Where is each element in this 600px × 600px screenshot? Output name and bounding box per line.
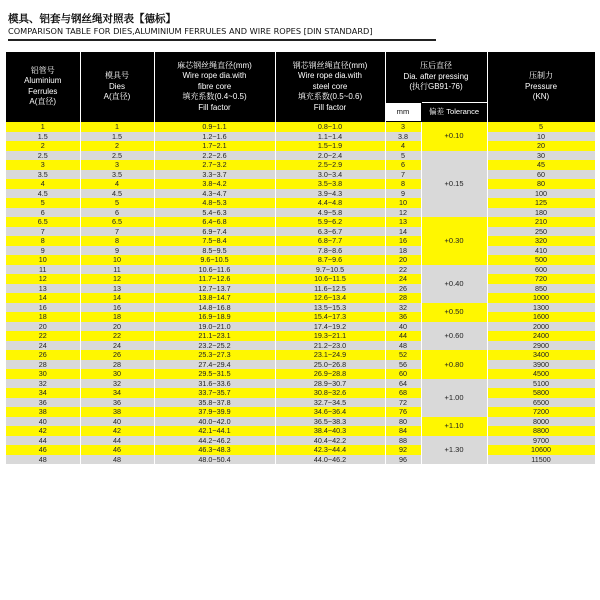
dia-mm-cell: 16 xyxy=(385,236,421,246)
ferrule-cell: 5 xyxy=(6,198,80,208)
dia-mm-cell: 88 xyxy=(385,436,421,446)
fibre-core-cell: 4.8~5.3 xyxy=(154,198,275,208)
ferrule-cell: 12 xyxy=(6,274,80,284)
fibre-core-cell: 27.4~29.4 xyxy=(154,360,275,370)
pressure-cell: 30 xyxy=(487,151,595,161)
pressure-cell: 3400 xyxy=(487,350,595,360)
pressure-cell: 1000 xyxy=(487,293,595,303)
fibre-core-cell: 3.3~3.7 xyxy=(154,170,275,180)
dia-mm-cell: 9 xyxy=(385,189,421,199)
table-row xyxy=(6,141,595,151)
tolerance-cell: +0.50 xyxy=(421,303,487,322)
table-body xyxy=(6,122,595,465)
ferrule-cell: 7 xyxy=(6,227,80,237)
table-title-chinese: 模具、铝套与钢丝绳对照表【德标】 xyxy=(8,13,176,25)
dies-cell: 38 xyxy=(80,407,154,417)
dies-cell: 24 xyxy=(80,341,154,351)
ferrule-cell: 10 xyxy=(6,255,80,265)
steel-core-cell: 4.4~4.8 xyxy=(275,198,385,208)
header-dies: 模具号 Dies A(直径) xyxy=(80,52,154,122)
fibre-core-cell: 0.9~1.1 xyxy=(154,122,275,132)
table-row xyxy=(6,132,595,142)
table-row xyxy=(6,331,595,341)
ferrule-cell: 1.5 xyxy=(6,132,80,142)
table-row xyxy=(6,303,595,313)
ferrule-cell: 3 xyxy=(6,160,80,170)
fibre-core-cell: 4.3~4.7 xyxy=(154,189,275,199)
pressure-cell: 2400 xyxy=(487,331,595,341)
dies-cell: 36 xyxy=(80,398,154,408)
fibre-core-cell: 48.0~50.4 xyxy=(154,455,275,465)
table-row xyxy=(6,265,595,275)
steel-core-cell: 4.9~5.8 xyxy=(275,208,385,218)
table-row xyxy=(6,312,595,322)
table-row xyxy=(6,426,595,436)
pressure-cell: 3900 xyxy=(487,360,595,370)
dies-cell: 11 xyxy=(80,265,154,275)
dies-cell: 1 xyxy=(80,122,154,132)
steel-core-cell: 5.9~6.2 xyxy=(275,217,385,227)
table-row xyxy=(6,274,595,284)
tolerance-cell: +0.30 xyxy=(421,217,487,265)
ferrule-cell: 24 xyxy=(6,341,80,351)
table-row xyxy=(6,322,595,332)
dies-cell: 16 xyxy=(80,303,154,313)
ferrule-cell: 6 xyxy=(6,208,80,218)
fibre-core-cell: 7.5~8.4 xyxy=(154,236,275,246)
dies-cell: 40 xyxy=(80,417,154,427)
dies-cell: 3 xyxy=(80,160,154,170)
dia-mm-cell: 18 xyxy=(385,246,421,256)
ferrule-cell: 32 xyxy=(6,379,80,389)
fibre-core-cell: 14.8~16.8 xyxy=(154,303,275,313)
ferrule-cell: 3.5 xyxy=(6,170,80,180)
table-row xyxy=(6,388,595,398)
table-row xyxy=(6,208,595,218)
fibre-core-cell: 21.1~23.1 xyxy=(154,331,275,341)
steel-core-cell: 13.5~15.3 xyxy=(275,303,385,313)
tolerance-cell: +0.40 xyxy=(421,265,487,303)
steel-core-cell: 12.6~13.4 xyxy=(275,293,385,303)
steel-core-cell: 34.6~36.4 xyxy=(275,407,385,417)
dia-mm-cell: 84 xyxy=(385,426,421,436)
fibre-core-cell: 12.7~13.7 xyxy=(154,284,275,294)
fibre-core-cell: 11.7~12.6 xyxy=(154,274,275,284)
tolerance-cell: +0.60 xyxy=(421,322,487,351)
ferrule-cell: 38 xyxy=(6,407,80,417)
table-row xyxy=(6,122,595,132)
ferrule-cell: 18 xyxy=(6,312,80,322)
table-row xyxy=(6,284,595,294)
ferrule-cell: 26 xyxy=(6,350,80,360)
table-row xyxy=(6,255,595,265)
tolerance-cell: +0.80 xyxy=(421,350,487,379)
dia-mm-cell: 13 xyxy=(385,217,421,227)
ferrule-cell: 42 xyxy=(6,426,80,436)
steel-core-cell: 6.8~7.7 xyxy=(275,236,385,246)
dia-mm-cell: 3 xyxy=(385,122,421,132)
pressure-cell: 250 xyxy=(487,227,595,237)
ferrule-cell: 34 xyxy=(6,388,80,398)
steel-core-cell: 26.9~28.8 xyxy=(275,369,385,379)
pressure-cell: 8800 xyxy=(487,426,595,436)
ferrule-cell: 2.5 xyxy=(6,151,80,161)
table-row xyxy=(6,379,595,389)
fibre-core-cell: 44.2~46.2 xyxy=(154,436,275,446)
fibre-core-cell: 3.8~4.2 xyxy=(154,179,275,189)
header-pressure: 压制力 Pressure (KN) xyxy=(487,52,595,122)
table-row xyxy=(6,445,595,455)
dies-cell: 10 xyxy=(80,255,154,265)
pressure-cell: 60 xyxy=(487,170,595,180)
pressure-cell: 5100 xyxy=(487,379,595,389)
table-row xyxy=(6,170,595,180)
dia-mm-cell: 64 xyxy=(385,379,421,389)
dia-mm-cell: 72 xyxy=(385,398,421,408)
steel-core-cell: 3.5~3.8 xyxy=(275,179,385,189)
dia-mm-cell: 3.8 xyxy=(385,132,421,142)
dia-mm-cell: 44 xyxy=(385,331,421,341)
ferrule-cell: 20 xyxy=(6,322,80,332)
header-ferrule: 铝管号 Aluminium Ferrules A(直径) xyxy=(6,52,80,122)
table-row xyxy=(6,455,595,465)
pressure-cell: 180 xyxy=(487,208,595,218)
ferrule-cell: 36 xyxy=(6,398,80,408)
dies-cell: 42 xyxy=(80,426,154,436)
pressure-cell: 9700 xyxy=(487,436,595,446)
fibre-core-cell: 42.1~44.1 xyxy=(154,426,275,436)
fibre-core-cell: 23.2~25.2 xyxy=(154,341,275,351)
dia-mm-cell: 10 xyxy=(385,198,421,208)
pressure-cell: 1300 xyxy=(487,303,595,313)
steel-core-cell: 6.3~6.7 xyxy=(275,227,385,237)
steel-core-cell: 8.7~9.6 xyxy=(275,255,385,265)
steel-core-cell: 7.8~8.6 xyxy=(275,246,385,256)
fibre-core-cell: 6.4~6.8 xyxy=(154,217,275,227)
fibre-core-cell: 5.4~6.3 xyxy=(154,208,275,218)
dies-cell: 7 xyxy=(80,227,154,237)
dia-mm-cell: 48 xyxy=(385,341,421,351)
fibre-core-cell: 2.7~3.2 xyxy=(154,160,275,170)
header-steel-core: 钢芯钢丝绳直径(mm) Wire rope dia.with steel core 填充系数(0.5~0.6) Fill factor xyxy=(275,52,385,122)
dia-mm-cell: 76 xyxy=(385,407,421,417)
steel-core-cell: 23.1~24.9 xyxy=(275,350,385,360)
header-fibre-core: 麻芯钢丝绳直径(mm) Wire rope dia.with fibre core 填充系数(0.4~0.5) Fill factor xyxy=(154,52,275,122)
fibre-core-cell: 19.0~21.0 xyxy=(154,322,275,332)
table-row xyxy=(6,198,595,208)
ferrule-cell: 6.5 xyxy=(6,217,80,227)
dia-mm-cell: 4 xyxy=(385,141,421,151)
pressure-cell: 10 xyxy=(487,132,595,142)
dies-cell: 4.5 xyxy=(80,189,154,199)
steel-core-cell: 1.1~1.4 xyxy=(275,132,385,142)
pressure-cell: 720 xyxy=(487,274,595,284)
dia-mm-cell: 32 xyxy=(385,303,421,313)
title-underline xyxy=(8,39,436,41)
pressure-cell: 8000 xyxy=(487,417,595,427)
header-tolerance: 偏差 Tolerance xyxy=(421,103,487,122)
tolerance-cell: +1.10 xyxy=(421,417,487,436)
pressure-cell: 5800 xyxy=(487,388,595,398)
table-row xyxy=(6,189,595,199)
dies-cell: 4 xyxy=(80,179,154,189)
steel-core-cell: 10.6~11.5 xyxy=(275,274,385,284)
fibre-core-cell: 16.9~18.9 xyxy=(154,312,275,322)
dies-cell: 6.5 xyxy=(80,217,154,227)
dia-mm-cell: 5 xyxy=(385,151,421,161)
tolerance-cell: +0.10 xyxy=(421,122,487,151)
dies-cell: 22 xyxy=(80,331,154,341)
pressure-cell: 2900 xyxy=(487,341,595,351)
fibre-core-cell: 31.6~33.6 xyxy=(154,379,275,389)
dia-mm-cell: 60 xyxy=(385,369,421,379)
steel-core-cell: 32.7~34.5 xyxy=(275,398,385,408)
steel-core-cell: 21.2~23.0 xyxy=(275,341,385,351)
pressure-cell: 11500 xyxy=(487,455,595,465)
dies-cell: 48 xyxy=(80,455,154,465)
ferrule-cell: 4 xyxy=(6,179,80,189)
pressure-cell: 80 xyxy=(487,179,595,189)
pressure-cell: 10600 xyxy=(487,445,595,455)
dies-cell: 9 xyxy=(80,246,154,256)
ferrule-cell: 44 xyxy=(6,436,80,446)
dia-mm-cell: 52 xyxy=(385,350,421,360)
dia-mm-cell: 28 xyxy=(385,293,421,303)
fibre-core-cell: 9.6~10.5 xyxy=(154,255,275,265)
table-row xyxy=(6,160,595,170)
pressure-cell: 7200 xyxy=(487,407,595,417)
dies-cell: 18 xyxy=(80,312,154,322)
dia-mm-cell: 14 xyxy=(385,227,421,237)
dia-mm-cell: 22 xyxy=(385,265,421,275)
steel-core-cell: 17.4~19.2 xyxy=(275,322,385,332)
pressure-cell: 100 xyxy=(487,189,595,199)
dies-cell: 2.5 xyxy=(80,151,154,161)
steel-core-cell: 40.4~42.2 xyxy=(275,436,385,446)
pressure-cell: 600 xyxy=(487,265,595,275)
dies-cell: 13 xyxy=(80,284,154,294)
fibre-core-cell: 25.3~27.3 xyxy=(154,350,275,360)
fibre-core-cell: 29.5~31.5 xyxy=(154,369,275,379)
table-row xyxy=(6,151,595,161)
comparison-table xyxy=(6,52,596,464)
ferrule-cell: 30 xyxy=(6,369,80,379)
dia-mm-cell: 12 xyxy=(385,208,421,218)
ferrule-cell: 11 xyxy=(6,265,80,275)
dies-cell: 20 xyxy=(80,322,154,332)
dia-mm-cell: 7 xyxy=(385,170,421,180)
pressure-cell: 1600 xyxy=(487,312,595,322)
pressure-cell: 410 xyxy=(487,246,595,256)
ferrule-cell: 14 xyxy=(6,293,80,303)
table-row xyxy=(6,436,595,446)
steel-core-cell: 1.5~1.9 xyxy=(275,141,385,151)
steel-core-cell: 2.0~2.4 xyxy=(275,151,385,161)
ferrule-cell: 1 xyxy=(6,122,80,132)
pressure-cell: 850 xyxy=(487,284,595,294)
dies-cell: 6 xyxy=(80,208,154,218)
fibre-core-cell: 37.9~39.9 xyxy=(154,407,275,417)
table-row xyxy=(6,407,595,417)
table-title-english: COMPARISON TABLE FOR DIES,ALUMINIUM FERRULES AND WIRE ROPES [DIN STANDARD] xyxy=(8,26,373,36)
fibre-core-cell: 46.3~48.3 xyxy=(154,445,275,455)
fibre-core-cell: 1.7~2.1 xyxy=(154,141,275,151)
steel-core-cell: 9.7~10.5 xyxy=(275,265,385,275)
pressure-cell: 6500 xyxy=(487,398,595,408)
table-row xyxy=(6,179,595,189)
dia-mm-cell: 92 xyxy=(385,445,421,455)
fibre-core-cell: 13.8~14.7 xyxy=(154,293,275,303)
ferrule-cell: 13 xyxy=(6,284,80,294)
ferrule-cell: 9 xyxy=(6,246,80,256)
dies-cell: 3.5 xyxy=(80,170,154,180)
tolerance-cell: +1.30 xyxy=(421,436,487,465)
steel-core-cell: 3.0~3.4 xyxy=(275,170,385,180)
dia-mm-cell: 96 xyxy=(385,455,421,465)
dia-mm-cell: 40 xyxy=(385,322,421,332)
dies-cell: 44 xyxy=(80,436,154,446)
ferrule-cell: 22 xyxy=(6,331,80,341)
header-mm: mm xyxy=(385,103,421,122)
steel-core-cell: 28.9~30.7 xyxy=(275,379,385,389)
dies-cell: 26 xyxy=(80,350,154,360)
dies-cell: 14 xyxy=(80,293,154,303)
fibre-core-cell: 40.0~42.0 xyxy=(154,417,275,427)
dies-cell: 12 xyxy=(80,274,154,284)
table-row xyxy=(6,417,595,427)
fibre-core-cell: 8.5~9.5 xyxy=(154,246,275,256)
pressure-cell: 210 xyxy=(487,217,595,227)
steel-core-cell: 42.3~44.4 xyxy=(275,445,385,455)
tolerance-cell: +1.00 xyxy=(421,379,487,417)
ferrule-cell: 40 xyxy=(6,417,80,427)
dies-cell: 5 xyxy=(80,198,154,208)
ferrule-cell: 48 xyxy=(6,455,80,465)
ferrule-cell: 8 xyxy=(6,236,80,246)
steel-core-cell: 19.3~21.1 xyxy=(275,331,385,341)
table-row xyxy=(6,341,595,351)
dies-cell: 1.5 xyxy=(80,132,154,142)
steel-core-cell: 2.5~2.9 xyxy=(275,160,385,170)
dies-cell: 28 xyxy=(80,360,154,370)
dia-mm-cell: 36 xyxy=(385,312,421,322)
fibre-core-cell: 33.7~35.7 xyxy=(154,388,275,398)
ferrule-cell: 16 xyxy=(6,303,80,313)
table-row xyxy=(6,350,595,360)
tolerance-cell: +0.15 xyxy=(421,151,487,218)
steel-core-cell: 25.0~26.8 xyxy=(275,360,385,370)
table-row xyxy=(6,246,595,256)
fibre-core-cell: 35.8~37.8 xyxy=(154,398,275,408)
table-row xyxy=(6,236,595,246)
table-header-row xyxy=(6,52,595,103)
table-row xyxy=(6,217,595,227)
steel-core-cell: 30.8~32.6 xyxy=(275,388,385,398)
dies-cell: 30 xyxy=(80,369,154,379)
title-block xyxy=(8,13,436,41)
dia-mm-cell: 68 xyxy=(385,388,421,398)
steel-core-cell: 38.4~40.3 xyxy=(275,426,385,436)
steel-core-cell: 11.6~12.5 xyxy=(275,284,385,294)
dia-mm-cell: 80 xyxy=(385,417,421,427)
header-dia-after-pressing: 压后直径 Dia. after pressing (执行GB91-76) xyxy=(385,52,487,103)
steel-core-cell: 36.5~38.3 xyxy=(275,417,385,427)
pressure-cell: 5 xyxy=(487,122,595,132)
pressure-cell: 45 xyxy=(487,160,595,170)
dies-cell: 32 xyxy=(80,379,154,389)
dia-mm-cell: 56 xyxy=(385,360,421,370)
steel-core-cell: 15.4~17.3 xyxy=(275,312,385,322)
fibre-core-cell: 10.6~11.6 xyxy=(154,265,275,275)
pressure-cell: 20 xyxy=(487,141,595,151)
dies-cell: 8 xyxy=(80,236,154,246)
ferrule-cell: 28 xyxy=(6,360,80,370)
ferrule-cell: 4.5 xyxy=(6,189,80,199)
fibre-core-cell: 1.2~1.6 xyxy=(154,132,275,142)
pressure-cell: 4500 xyxy=(487,369,595,379)
dies-cell: 2 xyxy=(80,141,154,151)
ferrule-cell: 2 xyxy=(6,141,80,151)
fibre-core-cell: 2.2~2.6 xyxy=(154,151,275,161)
dies-cell: 34 xyxy=(80,388,154,398)
fibre-core-cell: 6.9~7.4 xyxy=(154,227,275,237)
table-row xyxy=(6,293,595,303)
table-row xyxy=(6,369,595,379)
steel-core-cell: 3.9~4.3 xyxy=(275,189,385,199)
ferrule-cell: 46 xyxy=(6,445,80,455)
pressure-cell: 500 xyxy=(487,255,595,265)
dia-mm-cell: 8 xyxy=(385,179,421,189)
steel-core-cell: 44.0~46.2 xyxy=(275,455,385,465)
steel-core-cell: 0.8~1.0 xyxy=(275,122,385,132)
dies-cell: 46 xyxy=(80,445,154,455)
dia-mm-cell: 20 xyxy=(385,255,421,265)
table-row xyxy=(6,227,595,237)
table-row xyxy=(6,360,595,370)
dia-mm-cell: 26 xyxy=(385,284,421,294)
pressure-cell: 320 xyxy=(487,236,595,246)
table-row xyxy=(6,398,595,408)
pressure-cell: 2000 xyxy=(487,322,595,332)
pressure-cell: 125 xyxy=(487,198,595,208)
dia-mm-cell: 24 xyxy=(385,274,421,284)
dia-mm-cell: 6 xyxy=(385,160,421,170)
